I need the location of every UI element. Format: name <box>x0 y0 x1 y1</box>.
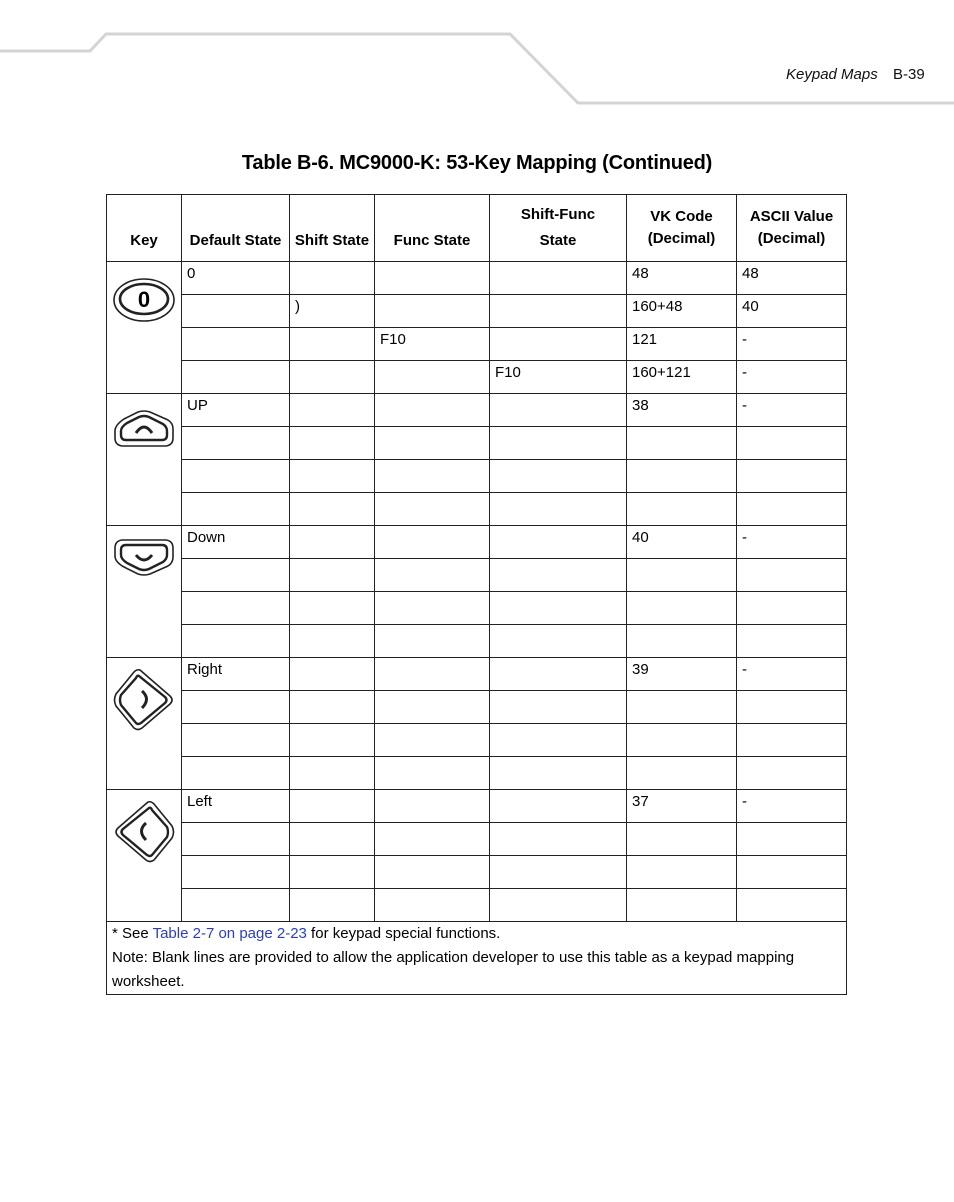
table-row <box>107 262 847 295</box>
cell-shift-state <box>290 526 375 559</box>
cell-shift-state <box>290 691 375 724</box>
cell-vk-code: 39 <box>627 658 737 691</box>
cell-shift-state <box>290 427 375 460</box>
cell-ascii-value: - <box>737 658 847 691</box>
cell-func-state <box>375 592 490 625</box>
cell-default-state <box>182 460 290 493</box>
cell-default-state <box>182 625 290 658</box>
cell-shift-func-state <box>490 658 627 691</box>
footnote-cell <box>107 922 847 995</box>
up-arrow-key-icon <box>112 404 176 468</box>
keypad-mapping-table <box>106 194 847 995</box>
footnote-see <box>112 922 841 946</box>
cell-func-state <box>375 757 490 790</box>
cell-default-state <box>182 361 290 394</box>
cell-vk-code: 37 <box>627 790 737 823</box>
cell-shift-func-state <box>490 889 627 922</box>
footnote-suffix: for keypad special functions. <box>306 925 501 942</box>
cell-default-state <box>182 328 290 361</box>
cell-ascii-value <box>737 559 847 592</box>
table-row <box>107 460 847 493</box>
cell-default-state <box>182 823 290 856</box>
cell-vk-code <box>627 493 737 526</box>
cell-ascii-value: - <box>737 394 847 427</box>
table-row <box>107 790 847 823</box>
left-arrow-key-icon <box>112 800 176 864</box>
cell-shift-func-state <box>490 724 627 757</box>
header-decoration <box>0 0 954 110</box>
cell-func-state <box>375 526 490 559</box>
cell-ascii-value: 48 <box>737 262 847 295</box>
cell-vk-code <box>627 856 737 889</box>
col-header-shift-func-line2: State <box>539 232 577 249</box>
cell-shift-state <box>290 658 375 691</box>
cell-shift-func-state <box>490 691 627 724</box>
cell-ascii-value <box>737 460 847 493</box>
cell-shift-state <box>290 361 375 394</box>
cell-vk-code <box>627 427 737 460</box>
table-row <box>107 361 847 394</box>
cell-func-state <box>375 856 490 889</box>
cell-default-state <box>182 889 290 922</box>
cell-shift-state <box>290 559 375 592</box>
cell-vk-code: 121 <box>627 328 737 361</box>
col-header-vk-line2: (Decimal) <box>647 230 716 247</box>
header-section-title: Keypad Maps <box>786 66 878 83</box>
col-header-shift-func-line1: Shift-Func <box>520 206 596 223</box>
cell-shift-state <box>290 493 375 526</box>
cell-shift-state <box>290 460 375 493</box>
cell-shift-state <box>290 394 375 427</box>
footnote-link[interactable]: Table 2-7 on page 2-23 <box>152 925 307 942</box>
cell-shift-func-state <box>490 559 627 592</box>
cell-ascii-value: - <box>737 526 847 559</box>
cell-func-state <box>375 394 490 427</box>
table-row <box>107 889 847 922</box>
cell-vk-code <box>627 460 737 493</box>
cell-shift-func-state <box>490 790 627 823</box>
cell-func-state <box>375 889 490 922</box>
table-row <box>107 394 847 427</box>
cell-shift-func-state <box>490 262 627 295</box>
cell-shift-func-state <box>490 757 627 790</box>
key-cell <box>107 790 182 922</box>
cell-ascii-value <box>737 856 847 889</box>
cell-vk-code <box>627 823 737 856</box>
cell-shift-state <box>290 625 375 658</box>
col-header-key: Key <box>107 195 182 262</box>
cell-func-state <box>375 823 490 856</box>
table-header-row <box>107 195 847 262</box>
cell-default-state <box>182 559 290 592</box>
table-row <box>107 328 847 361</box>
cell-shift-state <box>290 823 375 856</box>
cell-shift-func-state <box>490 526 627 559</box>
cell-func-state <box>375 262 490 295</box>
cell-shift-func-state <box>490 592 627 625</box>
cell-ascii-value <box>737 724 847 757</box>
table-row <box>107 757 847 790</box>
table-row <box>107 493 847 526</box>
cell-func-state <box>375 295 490 328</box>
table-row <box>107 823 847 856</box>
cell-ascii-value: - <box>737 790 847 823</box>
cell-shift-state <box>290 724 375 757</box>
table-row <box>107 625 847 658</box>
down-arrow-key-icon <box>112 536 176 600</box>
cell-vk-code: 48 <box>627 262 737 295</box>
zero-key-icon <box>112 272 176 336</box>
cell-default-state <box>182 757 290 790</box>
cell-shift-func-state <box>490 856 627 889</box>
table-row <box>107 295 847 328</box>
cell-shift-state <box>290 592 375 625</box>
cell-shift-func-state <box>490 394 627 427</box>
cell-vk-code <box>627 592 737 625</box>
key-cell <box>107 658 182 790</box>
col-header-func-state: Func State <box>375 195 490 262</box>
cell-default-state <box>182 592 290 625</box>
cell-shift-state <box>290 757 375 790</box>
cell-ascii-value <box>737 823 847 856</box>
cell-ascii-value <box>737 757 847 790</box>
cell-default-state <box>182 691 290 724</box>
table-row <box>107 691 847 724</box>
cell-ascii-value: 40 <box>737 295 847 328</box>
zero-key-label: 0 <box>137 287 151 312</box>
cell-shift-state <box>290 856 375 889</box>
cell-vk-code <box>627 625 737 658</box>
key-cell <box>107 526 182 658</box>
cell-vk-code <box>627 691 737 724</box>
cell-default-state <box>182 427 290 460</box>
cell-func-state <box>375 790 490 823</box>
col-header-shift-state: Shift State <box>290 195 375 262</box>
table-row <box>107 559 847 592</box>
right-arrow-key-icon <box>112 668 176 732</box>
table-title: Table B-6. MC9000-K: 53-Key Mapping (Continued) <box>241 152 713 174</box>
cell-default-state: Down <box>182 526 290 559</box>
cell-default-state <box>182 493 290 526</box>
key-cell <box>107 262 182 394</box>
cell-func-state <box>375 460 490 493</box>
cell-default-state: UP <box>182 394 290 427</box>
cell-func-state <box>375 724 490 757</box>
cell-shift-state <box>290 262 375 295</box>
col-header-ascii-line1: ASCII Value <box>749 208 834 225</box>
cell-vk-code: 40 <box>627 526 737 559</box>
cell-ascii-value <box>737 493 847 526</box>
cell-shift-func-state <box>490 625 627 658</box>
cell-default-state <box>182 724 290 757</box>
cell-vk-code: 38 <box>627 394 737 427</box>
cell-shift-state: ) <box>290 295 375 328</box>
cell-func-state <box>375 361 490 394</box>
table-row <box>107 592 847 625</box>
col-header-shift-func-state <box>490 195 627 262</box>
cell-vk-code <box>627 889 737 922</box>
footnote-note: Note: Blank lines are provided to allow the application developer to use this table as a keypad mapping worksheet. <box>112 949 795 990</box>
cell-default-state: Left <box>182 790 290 823</box>
cell-shift-state <box>290 790 375 823</box>
cell-shift-func-state: F10 <box>490 361 627 394</box>
cell-ascii-value: - <box>737 361 847 394</box>
cell-func-state <box>375 625 490 658</box>
cell-default-state: 0 <box>182 262 290 295</box>
table-row <box>107 526 847 559</box>
cell-vk-code: 160+121 <box>627 361 737 394</box>
cell-shift-state <box>290 328 375 361</box>
footnote-row <box>107 922 847 995</box>
cell-func-state <box>375 559 490 592</box>
col-header-vk-code <box>627 195 737 262</box>
cell-ascii-value: - <box>737 328 847 361</box>
table-row <box>107 427 847 460</box>
cell-ascii-value <box>737 691 847 724</box>
cell-default-state: Right <box>182 658 290 691</box>
cell-default-state <box>182 295 290 328</box>
cell-shift-func-state <box>490 295 627 328</box>
cell-ascii-value <box>737 427 847 460</box>
col-header-default-state: Default State <box>182 195 290 262</box>
col-header-ascii-line2: (Decimal) <box>757 230 826 247</box>
cell-vk-code <box>627 559 737 592</box>
cell-shift-func-state <box>490 328 627 361</box>
cell-func-state <box>375 658 490 691</box>
cell-shift-func-state <box>490 823 627 856</box>
table-row <box>107 658 847 691</box>
table-row <box>107 724 847 757</box>
cell-ascii-value <box>737 592 847 625</box>
cell-ascii-value <box>737 625 847 658</box>
cell-shift-func-state <box>490 460 627 493</box>
cell-ascii-value <box>737 889 847 922</box>
table-row <box>107 856 847 889</box>
cell-func-state: F10 <box>375 328 490 361</box>
key-cell <box>107 394 182 526</box>
cell-vk-code <box>627 724 737 757</box>
cell-shift-state <box>290 889 375 922</box>
cell-vk-code <box>627 757 737 790</box>
cell-func-state <box>375 427 490 460</box>
cell-func-state <box>375 493 490 526</box>
col-header-ascii-value <box>737 195 847 262</box>
cell-default-state <box>182 856 290 889</box>
cell-shift-func-state <box>490 427 627 460</box>
cell-vk-code: 160+48 <box>627 295 737 328</box>
cell-func-state <box>375 691 490 724</box>
header-page-number: B-39 <box>893 66 925 83</box>
col-header-vk-line1: VK Code <box>650 208 713 225</box>
cell-shift-func-state <box>490 493 627 526</box>
footnote-prefix: * See <box>112 925 153 942</box>
